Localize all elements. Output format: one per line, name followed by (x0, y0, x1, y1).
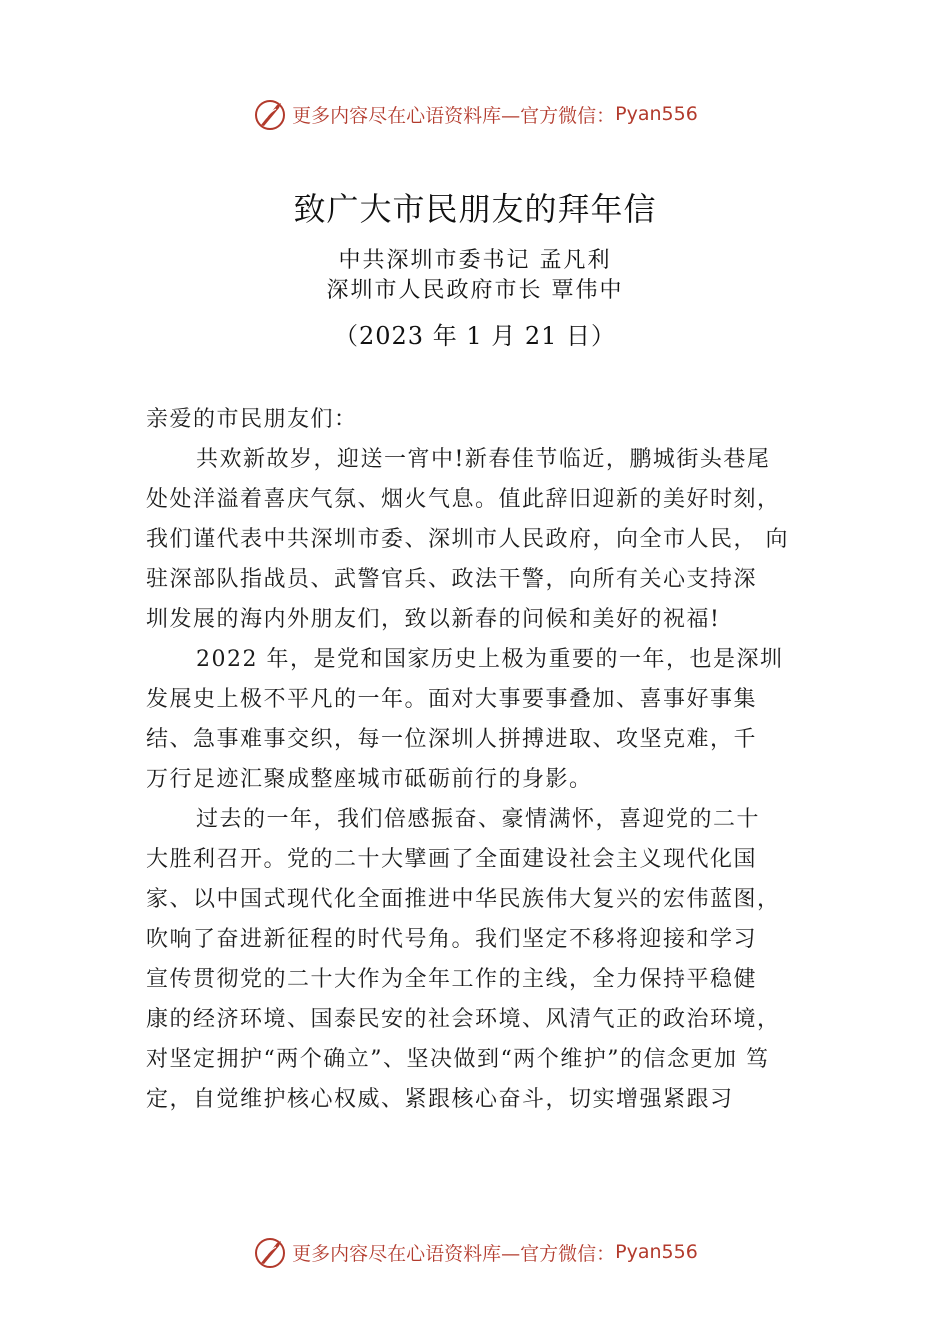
body-line: 发展史上极不平凡的一年。面对大事要事叠加、喜事好事集 (146, 687, 758, 712)
body-line: 宣传贯彻党的二十大作为全年工作的主线，全力保持平稳健 (146, 967, 758, 992)
body-line: 对坚定拥护“两个确立”、坚决做到“两个维护”的信念更加 笃 (146, 1047, 770, 1072)
letter-date: （2023 年 1 月 21 日） (333, 322, 617, 350)
body-line: 万行足迹汇聚成整座城市砥砺前行的身影。 (146, 767, 593, 792)
watermark-wechat-id: Pyan556 (615, 1241, 698, 1263)
letter-title: 致广大市民朋友的拜年信 (293, 190, 657, 228)
body-line: 驻深部队指战员、武警官兵、政法干警，向所有关心支持深 (146, 567, 758, 592)
author-party-secretary: 中共深圳市委书记 孟凡利 (338, 248, 612, 273)
quill-logo-icon (252, 96, 288, 132)
letter-body (146, 400, 826, 1120)
body-line: 处处洋溢着喜庆气氛、烟火气息。值此辞旧迎新的美好时刻， (146, 487, 781, 512)
watermark-text: 更多内容尽在心语资料库—官方微信： (292, 104, 616, 127)
salutation-line: 亲爱的市民朋友们： (146, 407, 358, 432)
body-line: 共欢新故岁，迎送一宵中!新春佳节临近，鹏城街头巷尾 (196, 447, 771, 472)
body-line: 吹响了奋进新征程的时代号角。我们坚定不移将迎接和学习 (146, 927, 758, 952)
body-line: 大胜利召开。党的二十大擘画了全面建设社会主义现代化国 (146, 847, 758, 872)
body-line: 康的经济环境、国泰民安的社会环境、风清气正的政治环境， (146, 1007, 781, 1032)
body-line: 我们谨代表中共深圳市委、深圳市人民政府，向全市人民， 向 (146, 527, 789, 552)
body-line: 定，自觉维护核心权威、紧跟核心奋斗，切实增强紧跟习 (146, 1087, 734, 1112)
body-line: 2022 年，是党和国家历史上极为重要的一年，也是深圳 (196, 647, 784, 672)
author-mayor: 深圳市人民政府市长 覃伟中 (326, 278, 624, 303)
footer-watermark-banner (0, 1232, 950, 1272)
watermark-wechat-id: Pyan556 (615, 103, 698, 125)
body-line: 圳发展的海内外朋友们，致以新春的问候和美好的祝福! (146, 607, 721, 632)
body-line: 家、以中国式现代化全面推进中华民族伟大复兴的宏伟蓝图， (146, 887, 781, 912)
header-watermark-banner (0, 94, 950, 134)
body-line: 结、急事难事交织，每一位深圳人拼搏进取、攻坚克难，千 (146, 727, 758, 752)
watermark-text: 更多内容尽在心语资料库—官方微信： (292, 1242, 616, 1265)
quill-logo-icon (252, 1234, 288, 1270)
body-line: 过去的一年，我们倍感振奋、豪情满怀，喜迎党的二十 (196, 807, 761, 832)
